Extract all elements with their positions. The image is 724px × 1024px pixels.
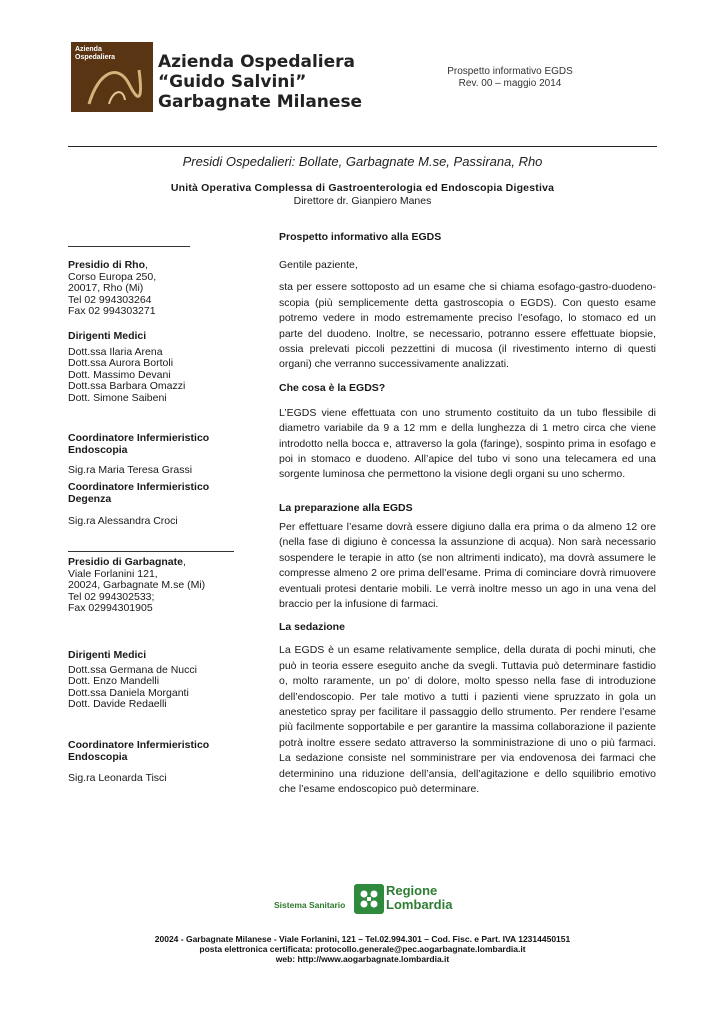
fax-line: Fax 02 994303271: [68, 305, 156, 318]
address-line: Viale Forlanini 121,: [68, 567, 158, 580]
section-title: Coordinatore Infermieristico Degenza: [68, 481, 210, 505]
greeting: Gentile paziente,: [279, 259, 358, 271]
address-line: 20017, Rho (Mi): [68, 282, 144, 295]
sidebar-divider: [68, 551, 234, 552]
section-title: Dirigenti Medici: [68, 649, 147, 661]
section-paragraph: La EGDS è un esame relativamente semplice, della durata di pochi minuti, che può in teoria essere eseguito anche da svegli. Tuttavia può determinare fastidio o, molto raramente, un po’ di dolore, molto spesso nella fase di introduzione dell’endoscopio. Per tale motivo a tutti i pazienti viene spruzzato in gola un anestetico spray per facilitare il passaggio dello strumento. Per rendere l’esame più facilmente sopportabile e per garantire la massima collaborazione il paziente potrà inoltre essere sedato attraverso la somministrazione di uno o più farmaci. La sedazione consiste nel somministrare per via endovenosa dei farmaci che determinino una riduzione dell’ansia, dell’agitazione e dello squilibrio emotivo che l’esame endoscopico può determinare.: [279, 644, 656, 795]
footer-address: 20024 - Garbagnate Milanese - Viale Forlanini, 121 – Tel.02.994.301 – Cod. Fisc. e Part. IVA 12314450151: [154, 934, 571, 944]
doc-title: Prospetto informativo EGDS: [447, 66, 573, 77]
doctor-name: Dott. Simone Saibeni: [68, 391, 167, 404]
doctor-name: Dott.ssa Germana de Nucci: [68, 663, 197, 676]
doctor-name: Dott. Davide Redaelli: [68, 698, 167, 711]
sidebar-divider: [68, 246, 190, 247]
organization-name: [158, 52, 362, 112]
hospital-logo: [71, 42, 153, 112]
rho-title: Presidio di Rho: [68, 259, 146, 271]
doctor-name: Dott.ssa Aurora Bortoli: [68, 357, 174, 370]
footer-pec: posta elettronica certificata: protocollo.generale@pec.aogarbagnate.lombardia.it: [199, 944, 526, 954]
rho-coordinator-degenza: [68, 482, 243, 528]
garbagnate-doctors-block: [68, 650, 243, 711]
presidi-line: Presidi Ospedalieri: Bollate, Garbagnate M.se, Passirana, Rho: [182, 154, 543, 169]
section-paragraph: L’EGDS viene effettuata con uno strumento costituito da un tubo flessibile di diametro variabile da 9 a 12 mm e della lunghezza di 1 metro circa che viene introdotto nella bocca e, attraverso la gola (faringe), sospinto prima in esofago e poi in stomaco e duodeno. All’apice del tubo vi sono una telecamera ed una sorgente luminosa che permettono la visione degli organi su uno schermo.: [279, 406, 656, 481]
doctor-name: Dott. Enzo Mandelli: [68, 675, 160, 688]
footer-contact: [68, 934, 657, 964]
doc-revision: Rev. 00 – maggio 2014: [458, 78, 562, 89]
regione-word: Regione: [386, 883, 438, 898]
rho-coordinator-endoscopy: [68, 433, 243, 477]
region-lombardia-icon: [354, 884, 384, 914]
main-title: Prospetto informativo alla EGDS: [279, 231, 442, 243]
department-title: Unità Operativa Complessa di Gastroenterologia ed Endoscopia Digestiva: [170, 182, 555, 194]
org-name-line: “Guido Salvini”: [158, 72, 307, 92]
footer-web: web: http://www.aogarbagnate.lombardia.it: [275, 954, 450, 964]
director-line: Direttore dr. Gianpiero Manes: [293, 195, 432, 207]
garbagnate-address-block: Presidio di Garbagnate, Viale Forlanini 121, 20024, Garbagnate M.se (Mi) Tel 02 994302533; Fax 02994301905: [68, 557, 243, 615]
section-heading: Che cosa è la EGDS?: [279, 381, 386, 394]
section-title: Dirigenti Medici: [68, 330, 147, 342]
section-heading: La sedazione: [279, 621, 345, 634]
region-logo: [272, 882, 462, 918]
lombardia-word: Lombardia: [386, 897, 453, 912]
doctor-name: Dott.ssa Ilaria Arena: [68, 345, 163, 358]
garbagnate-coordinator-endoscopy: [68, 740, 243, 785]
regione-lombardia-text: [386, 884, 452, 912]
logo-text: Azienda Ospedaliera: [75, 46, 116, 61]
main-content: [279, 230, 656, 797]
coordinator-name: Sig.ra Alessandra Croci: [68, 515, 178, 528]
doctor-name: Dott. Massimo Devani: [68, 368, 171, 381]
logo-swirl-icon: [79, 60, 149, 108]
phone-line: Tel 02 994302533;: [68, 590, 155, 603]
document-reference: [420, 66, 600, 90]
org-name-line: Azienda Ospedaliera: [158, 52, 356, 72]
rho-address-block: Presidio di Rho, Corso Europa 250, 20017, Rho (Mi) Tel 02 994303264 Fax 02 994303271: [68, 260, 243, 318]
sistema-sanitario-text: Sistema Sanitario: [274, 900, 346, 910]
intro-paragraph: sta per essere sottoposto ad un esame che si chiama esofago-gastro-duodeno-scopia (più semplicemente detta gastroscopia o EGDS). Con questo esame potremo vedere in modo estremamente preciso l’esofago, lo stomaco ed un parte del duodeno. Inoltre, se necessario, potranno essere effettuate biopsie, ossia prelevati piccoli pezzettini di mucosa (il rivestimento interno di questi organi) che verranno successivamente analizzati.: [279, 281, 656, 371]
section-title: Coordinatore Infermieristico Endoscopia: [68, 432, 210, 456]
phone-line: Tel 02 994303264: [68, 293, 152, 306]
address-line: Corso Europa 250,: [68, 270, 157, 283]
section-heading: La preparazione alla EGDS: [279, 501, 413, 514]
doctor-name: Dott.ssa Daniela Morganti: [68, 686, 189, 699]
section-paragraph: Per effettuare l’esame dovrà essere digiuno dalla era prima o da almeno 12 ore (nella fase di digiuno è concessa la assunzione di acqua). Non sarà necessario sospendere le terapie in atto (se non altrimenti indicato), ma dovrà assumere le compresse almeno 2 ore prima dell’esame. Prima di cominciare dovrà rimuovere eventuali protesi dentarie mobili. Le verrà inoltre messo un ago in una vena del braccio per la infusione di farmaci.: [279, 520, 656, 610]
address-line: 20024, Garbagnate M.se (Mi): [68, 579, 206, 592]
garbagnate-title: Presidio di Garbagnate: [68, 556, 183, 568]
fax-line: Fax 02994301905: [68, 602, 153, 615]
section-title: Coordinatore Infermieristico Endoscopia: [68, 739, 210, 763]
coordinator-name: Sig.ra Maria Teresa Grassi: [68, 464, 193, 477]
rho-doctors-block: [68, 331, 243, 405]
org-name-line: Garbagnate Milanese: [158, 92, 363, 112]
coordinator-name: Sig.ra Leonarda Tisci: [68, 772, 167, 785]
header-divider: [68, 146, 657, 147]
doctor-name: Dott.ssa Barbara Omazzi: [68, 380, 186, 393]
